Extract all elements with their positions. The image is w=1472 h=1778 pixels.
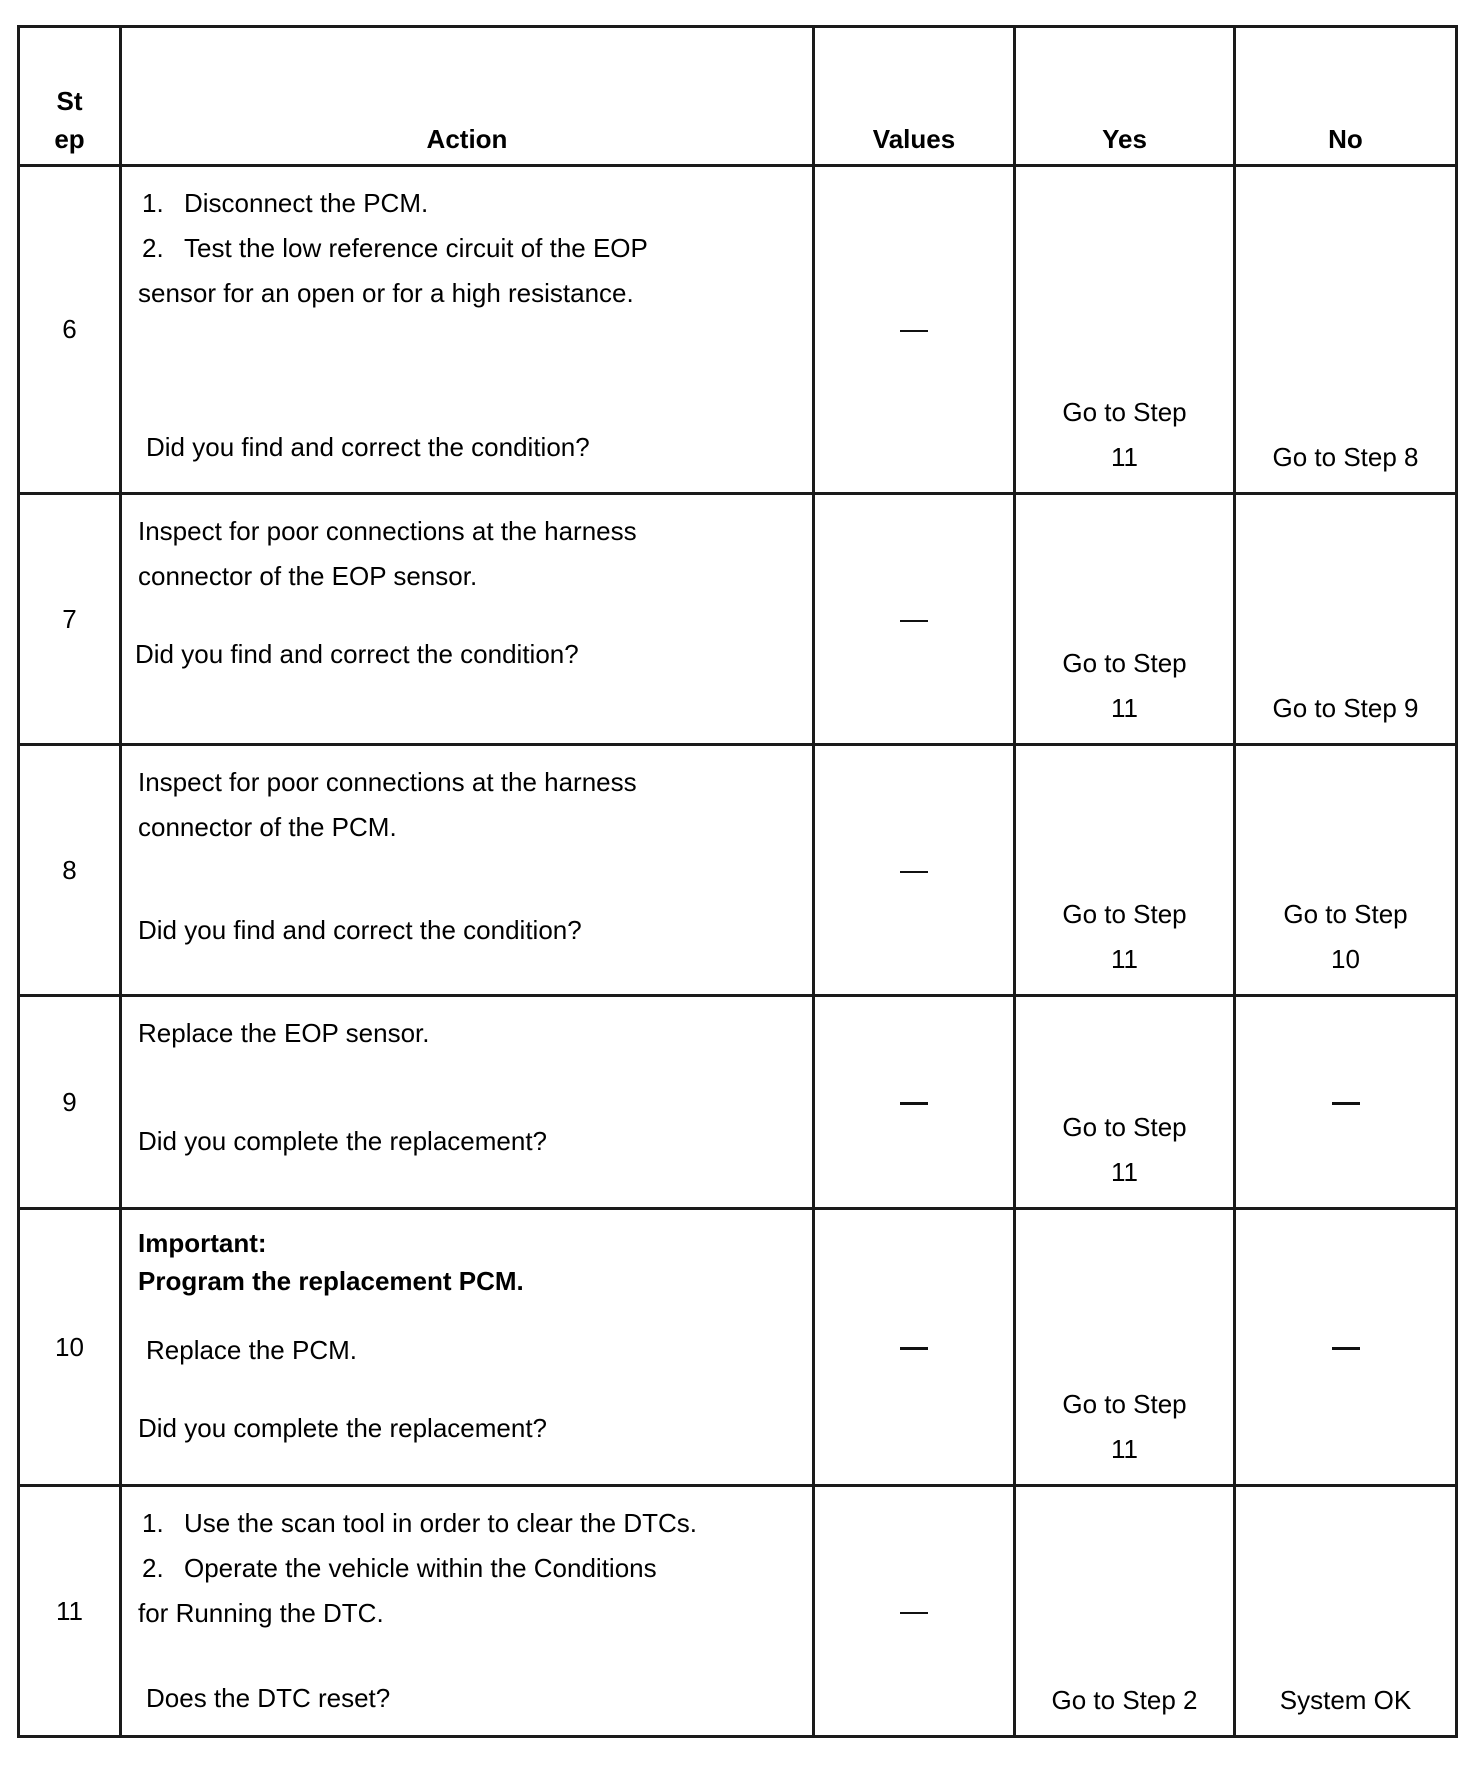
values-cell (814, 1486, 1015, 1737)
step-number: 6 (19, 166, 121, 494)
header-yes: Yes (1015, 27, 1235, 166)
no-cell (1235, 166, 1457, 494)
action-question: Did you complete the replacement? (138, 1413, 548, 1443)
table-row-step-8 (19, 745, 1457, 996)
action-cell (121, 166, 814, 494)
yes-link[interactable]: Go to Step (1062, 1389, 1187, 1419)
table-row-step-9 (19, 996, 1457, 1209)
no-cell (1235, 494, 1457, 745)
action-line: Inspect for poor connections at the harness (138, 767, 637, 797)
action-question: Did you find and correct the condition? (146, 432, 590, 462)
important-label: Important: (138, 1228, 267, 1258)
step-number: 8 (19, 745, 121, 996)
no-dash (1332, 1102, 1360, 1105)
yes-link-step[interactable]: 11 (1111, 944, 1138, 974)
yes-link-step[interactable]: 11 (1111, 693, 1138, 723)
value-dash (900, 330, 928, 332)
header-step (19, 27, 121, 166)
yes-cell (1015, 1486, 1235, 1737)
no-link[interactable]: Go to Step (1283, 899, 1408, 929)
yes-cell (1015, 494, 1235, 745)
no-cell (1235, 996, 1457, 1209)
diagnostic-steps-table (17, 25, 1458, 1738)
step-number: 11 (19, 1486, 121, 1737)
step-number: 10 (19, 1209, 121, 1486)
action-question: Did you complete the replacement? (138, 1126, 548, 1156)
yes-cell (1015, 996, 1235, 1209)
action-line: Replace the EOP sensor. (138, 1018, 430, 1048)
important-text: Program the replacement PCM. (138, 1266, 524, 1296)
values-cell (814, 996, 1015, 1209)
action-cell (121, 1209, 814, 1486)
yes-link-step[interactable]: 11 (1111, 1434, 1138, 1464)
values-cell (814, 494, 1015, 745)
header-no: No (1235, 27, 1457, 166)
action-cell (121, 745, 814, 996)
values-cell (814, 166, 1015, 494)
values-cell (814, 745, 1015, 996)
no-link[interactable]: Go to Step 9 (1272, 693, 1419, 723)
header-row (19, 27, 1457, 166)
no-result: System OK (1279, 1685, 1412, 1715)
yes-cell (1015, 1209, 1235, 1486)
action-continuation: sensor for an open or for a high resistance. (138, 278, 634, 308)
action-cell (121, 996, 814, 1209)
yes-link[interactable]: Go to Step (1062, 1112, 1187, 1142)
step-number: 7 (19, 494, 121, 745)
header-step-line1: St (56, 86, 83, 116)
table-row-step-7 (19, 494, 1457, 745)
table-row-step-10 (19, 1209, 1457, 1486)
action-item: 1. Use the scan tool in order to clear the DTCs. (142, 1508, 698, 1538)
no-dash (1332, 1347, 1360, 1350)
action-line: Inspect for poor connections at the harness (138, 516, 637, 546)
header-step-line2: ep (54, 124, 85, 154)
action-line: connector of the PCM. (138, 812, 397, 842)
action-question: Did you find and correct the condition? (135, 639, 579, 669)
action-item: 2. Test the low reference circuit of the EOP (142, 233, 648, 263)
value-dash (900, 1102, 928, 1105)
table-row-step-11 (19, 1486, 1457, 1737)
value-dash (900, 620, 928, 622)
yes-link[interactable]: Go to Step 2 (1051, 1685, 1198, 1715)
action-line: Replace the PCM. (146, 1335, 357, 1365)
no-link[interactable]: Go to Step 8 (1272, 442, 1419, 472)
table-row-step-6 (19, 166, 1457, 494)
action-continuation: for Running the DTC. (138, 1598, 384, 1628)
header-action: Action (121, 27, 814, 166)
yes-cell (1015, 745, 1235, 996)
yes-cell (1015, 166, 1235, 494)
no-cell (1235, 1486, 1457, 1737)
yes-link-step[interactable]: 11 (1111, 1157, 1138, 1187)
no-cell (1235, 1209, 1457, 1486)
no-cell (1235, 745, 1457, 996)
values-cell (814, 1209, 1015, 1486)
action-cell (121, 1486, 814, 1737)
header-values: Values (814, 27, 1015, 166)
action-item: 1. Disconnect the PCM. (142, 188, 429, 218)
value-dash (900, 1612, 928, 1614)
yes-link[interactable]: Go to Step (1062, 648, 1187, 678)
yes-link[interactable]: Go to Step (1062, 899, 1187, 929)
action-question: Does the DTC reset? (146, 1683, 391, 1713)
step-number: 9 (19, 996, 121, 1209)
no-link-step[interactable]: 10 (1331, 944, 1360, 974)
yes-link-step[interactable]: 11 (1111, 442, 1138, 472)
action-question: Did you find and correct the condition? (138, 915, 582, 945)
action-cell (121, 494, 814, 745)
action-item: 2. Operate the vehicle within the Conditions (142, 1553, 657, 1583)
yes-link[interactable]: Go to Step (1062, 397, 1187, 427)
action-line: connector of the EOP sensor. (138, 561, 478, 591)
value-dash (900, 1347, 928, 1350)
value-dash (900, 871, 928, 873)
